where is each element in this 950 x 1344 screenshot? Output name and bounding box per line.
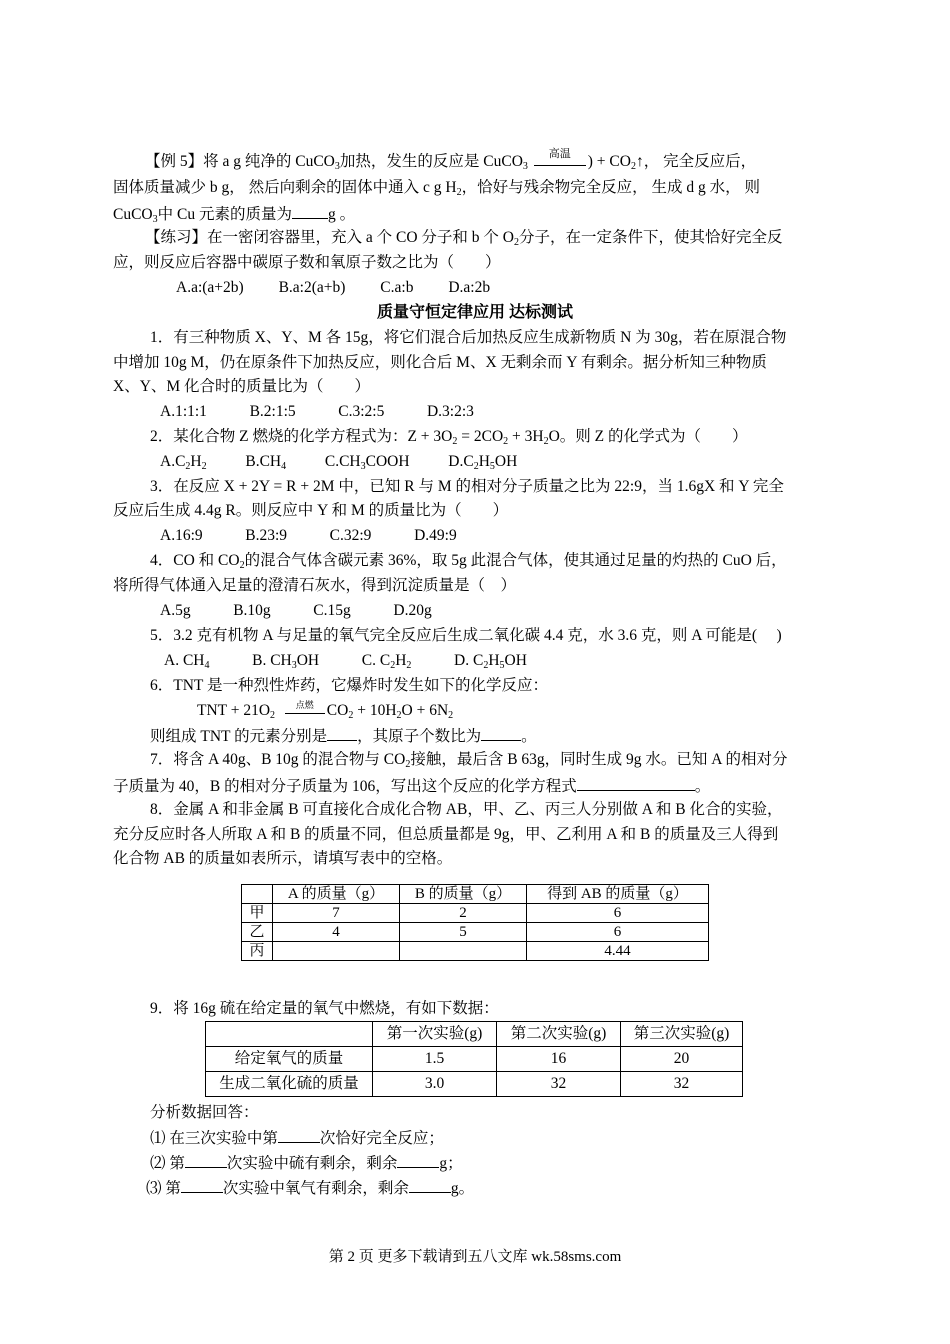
table-row xyxy=(206,1072,743,1097)
text: 次实验中氧气有剩余，剩余 xyxy=(222,1180,409,1197)
subscript: 2 xyxy=(270,710,276,721)
text: 则组成 TNT 的元素分别是 xyxy=(150,728,328,745)
option-d: D.3:2:3 xyxy=(426,403,474,420)
table-cell: 给定氧气的质量 xyxy=(206,1047,373,1072)
text: 7．将含 A 40g、B 10g 的混合物与 CO xyxy=(150,751,406,768)
page-footer: 第 2 页 更多下载请到五八文库 wk.58sms.com xyxy=(328,1249,622,1265)
text: ↑， 完全反应后， xyxy=(635,153,757,170)
text: 2．某化合物 Z 燃烧的化学方程式为：Z + 3O xyxy=(150,428,453,445)
practice-options xyxy=(176,278,490,298)
table-cell: 6 xyxy=(527,904,709,923)
table-cell: 丙 xyxy=(242,942,273,961)
text: 次恰好完全反应； xyxy=(319,1130,444,1147)
option-c: C.3:2:5 xyxy=(338,403,385,420)
subscript: 2 xyxy=(630,161,636,172)
option-c: C.32:9 xyxy=(329,527,372,544)
option-a: A. $CH_4$ xyxy=(164,652,210,671)
practice-line2: 应，则反应后容器中碳原子数和氧原子数之比为（ ） xyxy=(113,254,501,271)
table-cell: 乙 xyxy=(242,923,273,942)
table-cell: 2 xyxy=(400,904,527,923)
q8-line3: 化合物 AB 的质量如表所示，请填写表中的空格。 xyxy=(113,850,453,867)
subscript: 2 xyxy=(348,710,354,721)
q6-equation xyxy=(197,701,453,721)
table-header: 第一次实验(g) xyxy=(373,1022,497,1047)
text: 。 xyxy=(694,778,711,795)
table-cell: 16 xyxy=(497,1047,621,1072)
text: 【例 5】将 a g 纯净的 CuCO xyxy=(145,153,335,170)
table-header: A 的质量（g） xyxy=(273,885,400,904)
option-c: C.a:b xyxy=(380,279,414,296)
text: 。 xyxy=(521,728,537,745)
q5-options xyxy=(164,651,527,671)
option-d: D.a:2b xyxy=(448,279,491,296)
text: 加热，发生的反应是 CuCO xyxy=(339,153,523,170)
text: 子质量为 40，B 的相对分子质量为 106，写出这个反应的化学方程式 xyxy=(113,778,577,795)
text: ) + CO xyxy=(587,153,631,170)
answer-blank[interactable] xyxy=(409,1177,451,1193)
table-header xyxy=(242,885,273,904)
option-a: A.5g xyxy=(160,602,191,619)
option-d: $D.C_2H_5OH$ xyxy=(448,453,518,472)
subscript: 3 xyxy=(152,214,158,225)
table-cell: 20 xyxy=(621,1047,743,1072)
text: O + 6N xyxy=(401,702,449,719)
answer-blank[interactable] xyxy=(292,203,328,219)
option-b: B.10g xyxy=(233,602,271,619)
text: ，其原子个数比为 xyxy=(357,728,482,745)
text: 固体质量减少 b g， 然后向剩余的固体中通入 c g H xyxy=(113,179,457,196)
q1-line1: 1．有三种物质 X、Y、M 各 15g，将它们混合后加热反应生成新物质 N 为 30g，若在原混合物 xyxy=(150,329,787,346)
q3-options xyxy=(160,526,457,546)
table-cell: 3.0 xyxy=(373,1072,497,1097)
option-d: D. $C_2H_5OH$ xyxy=(454,652,527,671)
answer-blank[interactable] xyxy=(278,1127,320,1143)
table-header-row xyxy=(206,1022,743,1047)
subscript: 2 xyxy=(239,560,245,571)
subscript: 3 xyxy=(522,161,528,172)
example5-line3 xyxy=(113,203,355,225)
q7-line1 xyxy=(150,750,788,770)
option-b: B. $CH_3OH$ xyxy=(252,652,320,671)
text: 的混合气体含碳元素 36%，取 5g 此混合气体，使其通过足量的灼热的 CuO 后， xyxy=(244,552,787,569)
q9-line1: 9．将 16g 硫在给定量的氧气中燃烧，有如下数据： xyxy=(150,1000,499,1017)
option-d: D.20g xyxy=(393,602,432,619)
text: TNT + 21O xyxy=(197,702,271,719)
table-cell: 5 xyxy=(400,923,527,942)
table-header xyxy=(206,1022,373,1047)
example5-line2 xyxy=(113,178,760,198)
subscript: 2 xyxy=(452,436,458,447)
condition-bar xyxy=(285,713,325,714)
example5-line1 xyxy=(145,147,757,172)
table-cell: 4 xyxy=(273,923,400,942)
practice-line1 xyxy=(145,228,783,248)
table-header-row xyxy=(242,885,709,904)
condition-label: 高温 xyxy=(548,147,571,160)
table-cell-blank[interactable] xyxy=(273,942,400,961)
option-a: A.16:9 xyxy=(160,527,203,544)
q2-options xyxy=(160,452,517,472)
option-b: B.23:9 xyxy=(245,527,288,544)
q1-line3: X、Y、M 化合时的质量比为（ ） xyxy=(113,378,371,395)
option-b: $B.CH_4$ xyxy=(245,453,287,472)
q1-options xyxy=(160,402,474,422)
q8-line1: 8．金属 A 和非金属 B 可直接化合成化合物 AB，甲、乙、丙三人分别做 A 和 B 化合的实验， xyxy=(150,801,783,818)
table-cell: 32 xyxy=(621,1072,743,1097)
q3-line1: 3．在反应 X + 2Y = R + 2M 中，已知 R 与 M 的相对分子质量之比为 22:9，当 1.6gX 和 Y 完全 xyxy=(150,478,784,495)
option-d: D.49:9 xyxy=(414,527,457,544)
table-row xyxy=(206,1047,743,1072)
q9-subquestion-2 xyxy=(150,1152,463,1174)
text: ⑴ 在三次实验中第 xyxy=(150,1130,278,1147)
subscript: 3 xyxy=(334,161,340,172)
text: ⑶ 第 xyxy=(146,1180,181,1197)
subscript: 2 xyxy=(405,759,411,770)
text: 【练习】在一密闭容器里，充入 a 个 CO 分子和 b 个 O xyxy=(145,229,514,246)
q6-line1: 6．TNT 是一种烈性炸药，它爆炸时发生如下的化学反应： xyxy=(150,677,548,694)
section-title: 质量守恒定律应用 达标测试 xyxy=(376,304,573,321)
table-row xyxy=(242,904,709,923)
subscript: 2 xyxy=(456,187,462,198)
q4-options xyxy=(160,601,432,621)
table-cell: 6 xyxy=(527,923,709,942)
table-cell: 生成二氧化硫的质量 xyxy=(206,1072,373,1097)
answer-blank[interactable] xyxy=(327,725,357,741)
q9-subquestion-3 xyxy=(146,1177,474,1199)
table-cell: 甲 xyxy=(242,904,273,923)
q6-line3 xyxy=(150,725,537,747)
text: g 。 xyxy=(327,206,356,223)
answer-blank[interactable] xyxy=(181,1177,223,1193)
text: 接触，最后含 B 63g，同时生成 9g 水。已知 A 的相对分 xyxy=(410,751,788,768)
table-cell: 1.5 xyxy=(373,1047,497,1072)
text: 分子，在一定条件下，使其恰好完全反 xyxy=(518,229,783,246)
reaction-condition-arrow xyxy=(283,701,327,721)
q4-line1 xyxy=(150,551,787,571)
subscript: 2 xyxy=(396,710,402,721)
q8-table xyxy=(241,884,709,961)
subscript: 2 xyxy=(503,436,509,447)
table-row xyxy=(242,923,709,942)
text: + 3H xyxy=(508,428,544,445)
table-cell: 7 xyxy=(273,904,400,923)
table-header: B 的质量（g） xyxy=(400,885,527,904)
condition-label: 点燃 xyxy=(295,701,314,711)
q1-line2: 中增加 10g M，仍在原条件下加热反应，则化合后 M、X 无剩余而 Y 有剩余。据分析知三种物质 xyxy=(113,354,767,371)
answer-blank[interactable] xyxy=(577,775,695,791)
table-header: 第三次实验(g) xyxy=(621,1022,743,1047)
table-cell: 4.44 xyxy=(527,942,709,961)
text: 4．CO 和 CO xyxy=(150,552,240,569)
table-cell-blank[interactable] xyxy=(400,942,527,961)
option-a: $A.C_2H_2$ xyxy=(160,453,207,472)
q4-line2: 将所得气体通入足量的澄清石灰水，得到沉淀质量是（ ） xyxy=(113,577,517,594)
answer-blank[interactable] xyxy=(481,725,521,741)
answer-blank[interactable] xyxy=(185,1152,227,1168)
q2-line1 xyxy=(150,427,748,447)
condition-bar xyxy=(534,165,586,166)
q9-analysis: 分析数据回答： xyxy=(150,1104,259,1121)
option-a: A.a:(a+2b) xyxy=(176,279,244,296)
option-c: $C.CH_3COOH$ xyxy=(324,453,410,472)
option-c: C. $C_2H_2$ xyxy=(361,652,412,671)
q3-line2: 反应后生成 4.4g R。则反应中 Y 和 M 的质量比为（ ） xyxy=(113,502,509,519)
text: ，恰好与残余物完全反应， 生成 d g 水， 则 xyxy=(461,179,760,196)
option-c: C.15g xyxy=(313,602,351,619)
table-row xyxy=(242,942,709,961)
option-b: B.2:1:5 xyxy=(249,403,296,420)
q5-line1: 5．3.2 克有机物 A 与足量的氧气完全反应后生成二氧化碳 4.4 克，水 3.6 克，则 A 可能是( ) xyxy=(150,627,782,644)
table-header: 得到 AB 的质量（g） xyxy=(527,885,709,904)
text: CuCO xyxy=(113,206,153,223)
text: + 10H xyxy=(353,702,397,719)
q9-table xyxy=(205,1021,743,1097)
text: = 2CO xyxy=(457,428,504,445)
option-b: B.a:2(a+b) xyxy=(278,279,346,296)
table-header: 第二次实验(g) xyxy=(497,1022,621,1047)
option-a: A.1:1:1 xyxy=(160,403,207,420)
reaction-condition-arrow xyxy=(532,147,588,172)
subscript: 2 xyxy=(513,237,519,248)
text: g； xyxy=(439,1155,463,1172)
table-cell: 32 xyxy=(497,1072,621,1097)
text: ⑵ 第 xyxy=(150,1155,185,1172)
subscript: 2 xyxy=(448,710,454,721)
text: g。 xyxy=(450,1180,475,1197)
text: CO xyxy=(326,702,349,719)
subscript: 2 xyxy=(543,436,549,447)
q7-line2 xyxy=(113,775,710,797)
text: 次实验中硫有剩余，剩余 xyxy=(226,1155,398,1172)
text: O。则 Z 的化学式为（ ） xyxy=(548,428,748,445)
answer-blank[interactable] xyxy=(397,1152,439,1168)
q8-line2: 充分反应时各人所取 A 和 B 的质量不同，但总质量都是 9g，甲、乙利用 A 和 B 的质量及三人得到 xyxy=(113,826,779,843)
text: 中 Cu 元素的质量为 xyxy=(157,206,292,223)
q9-subquestion-1 xyxy=(150,1127,444,1149)
